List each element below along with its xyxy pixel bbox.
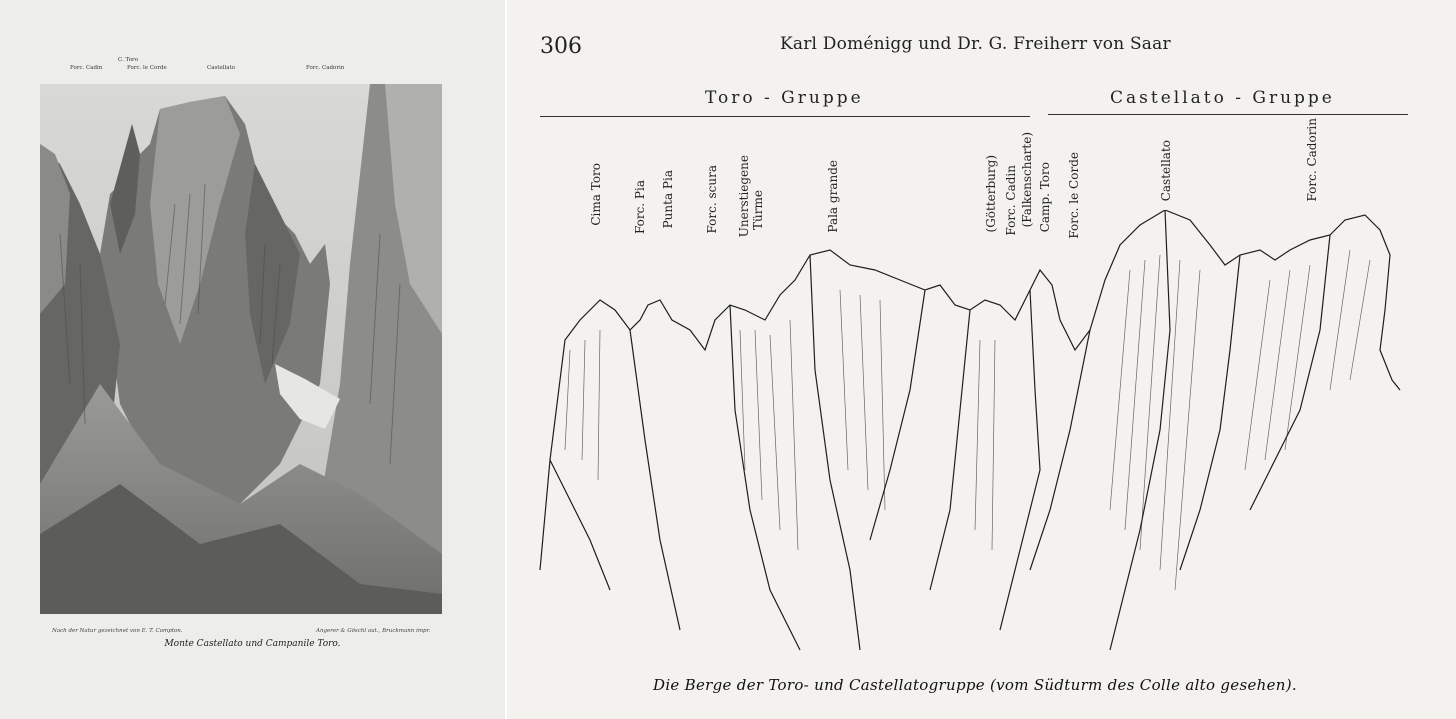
peak-label-punta-pia: Punta Pia	[661, 170, 675, 229]
panorama-drawing	[530, 210, 1410, 670]
plate-label-castellato: Castellato	[207, 65, 236, 71]
plate-label-c-toro: C. Toro	[118, 57, 139, 63]
artist-credit: Nach der Natur gezeichnet von E. T. Compton.	[52, 628, 183, 634]
peak-label-forc-scura: Forc. scura	[705, 165, 719, 234]
left-page	[0, 0, 505, 719]
plate-label-forc-le-corde: Forc. le Corde	[127, 65, 167, 71]
running-head: Karl Doménigg und Dr. G. Freiherr von Saar	[780, 34, 1171, 54]
mountain-panorama-sketch	[530, 210, 1410, 670]
peak-label-castellato: Castellato	[1159, 140, 1173, 202]
mountain-plate-drawing	[40, 84, 442, 614]
peak-label-forc-cadorin: Forc. Cadorin	[1305, 118, 1319, 202]
peak-label-goetterburg: (Götterburg)	[984, 155, 998, 233]
peak-label-pala-grande: Pala grande	[826, 160, 840, 233]
peak-label-tuerme: Türme	[751, 190, 765, 230]
group-title-toro: Toro - Gruppe	[705, 88, 864, 108]
peak-label-unerstiegene: Unerstiegene	[737, 155, 751, 238]
figure-caption: Die Berge der Toro- und Castellatogruppe (vom Südturm des Colle alto gesehen).	[653, 676, 1297, 694]
peak-label-cima-toro: Cima Toro	[589, 163, 603, 226]
peak-label-falkenscharte: (Falkenscharte)	[1020, 132, 1034, 228]
toro-group-rule	[540, 116, 1030, 117]
group-title-castellato: Castellato - Gruppe	[1110, 88, 1335, 108]
peak-label-forc-cadin: Forc. Cadin	[1004, 165, 1018, 236]
peak-label-forc-pia: Forc. Pia	[633, 180, 647, 235]
printer-credit: Angerer & Göschl aut., Bruckmann impr.	[316, 628, 431, 634]
plate-label-forc-cadorin: Forc. Cadorin	[306, 65, 345, 71]
page-number: 306	[540, 34, 582, 59]
plate-label-forc-cadin: Forc. Cadin	[70, 65, 103, 71]
peak-label-camp-toro: Camp. Toro	[1038, 162, 1052, 233]
peak-label-forc-le-corde: Forc. le Corde	[1067, 152, 1081, 239]
plate-caption: Monte Castellato und Campanile Toro.	[164, 639, 341, 649]
castellato-group-rule	[1048, 114, 1408, 115]
mountain-plate-illustration	[40, 84, 442, 614]
